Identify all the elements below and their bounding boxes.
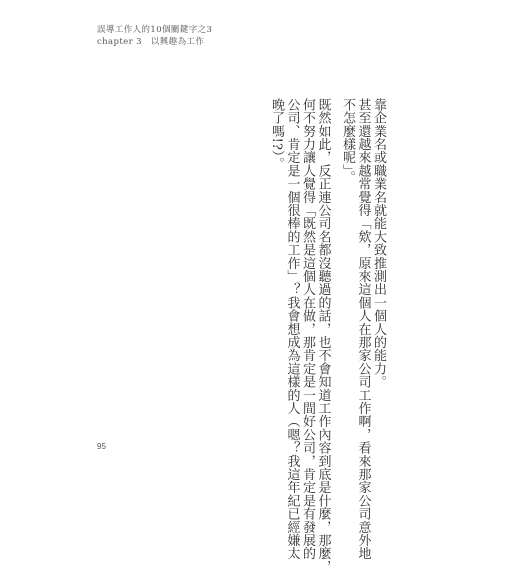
text-line: 何不努力讓人覺得「既然是這個人在做，那肯定是一間好公司，肯定是有發展的 — [300, 98, 315, 560]
page-number: 95 — [97, 442, 106, 451]
running-header — [97, 24, 212, 48]
series-title: 誤導工作人的10個關鍵字之3 — [97, 25, 213, 35]
text-line: 晚了嗎!?）。 — [269, 98, 284, 171]
chapter-title: chapter 3 以興趣為工作 — [97, 37, 205, 47]
paragraph-gap — [331, 98, 340, 428]
text-line: 靠企業名或職業名就能大致推測出一個人的能力。 — [371, 98, 386, 389]
text-line: 既然如此，反正連公司名都沒聽過的話，也不會知道工作內容到底是什麼，那麼， — [315, 98, 331, 573]
text-line: 不怎麼樣呢」。 — [340, 98, 355, 184]
text-line: 公司、肯定是一個很棒的工作」？我會想成為這樣的人（嗯？我這年紀已經嫌太 — [284, 98, 300, 560]
vertical-body-text — [269, 98, 387, 573]
text-line: 甚至還越來越常覺得「欸，原來這個人在那家公司工作啊，看來那家公司意外地 — [355, 98, 371, 560]
